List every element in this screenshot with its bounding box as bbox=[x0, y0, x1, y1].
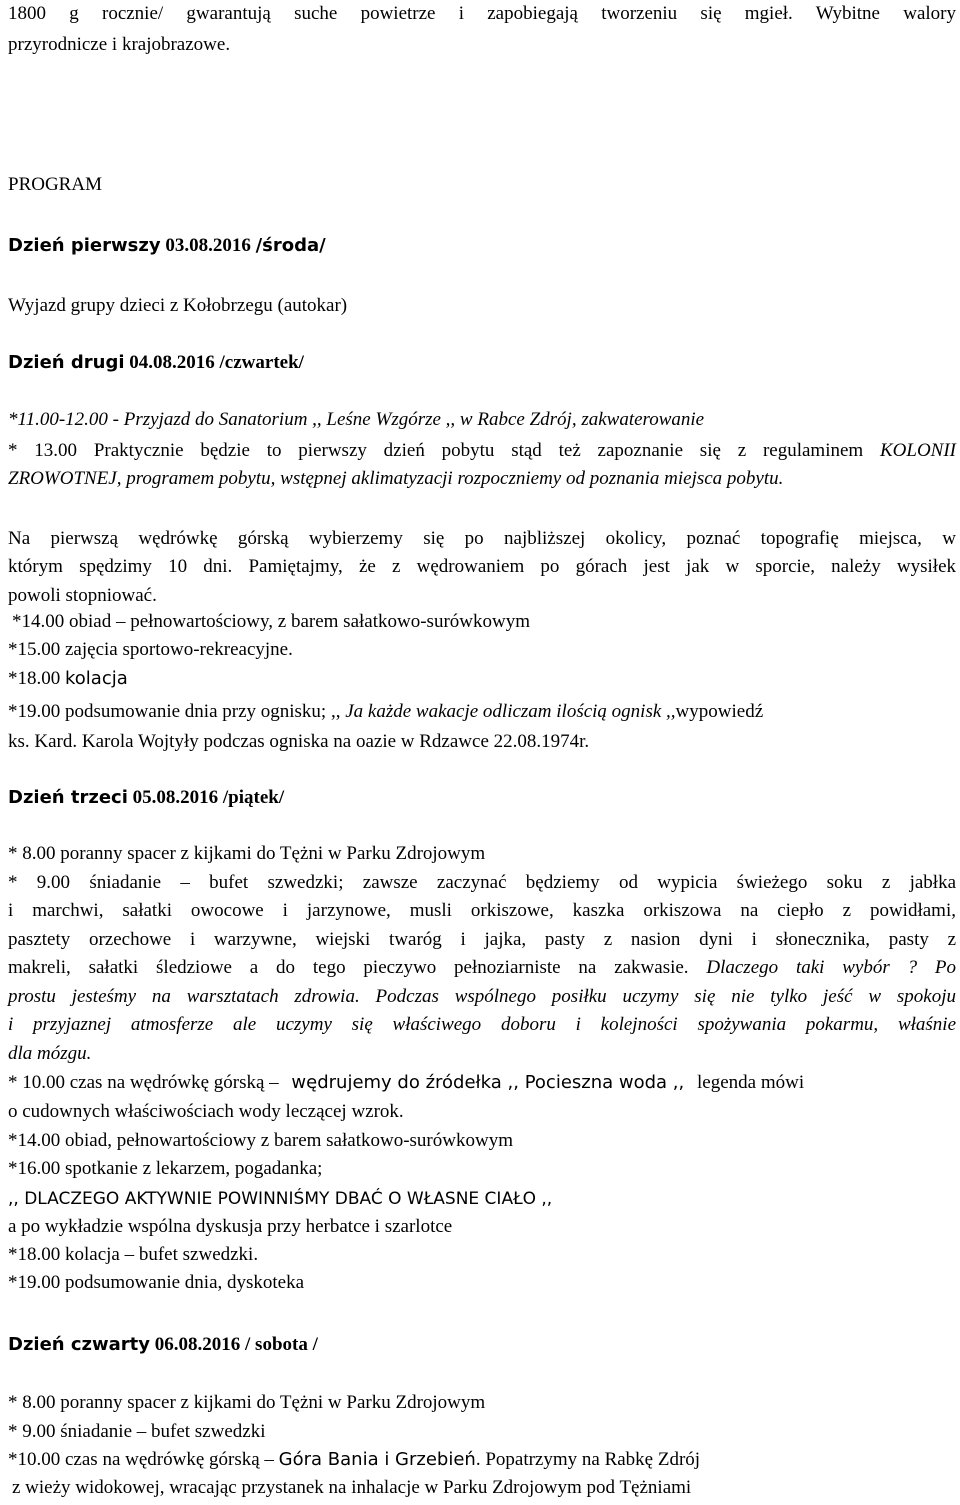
day2-13-text: * 13.00 Praktycznie będzie to pierwszy dzień pobytu stąd też zapoznanie się z regulaminem bbox=[8, 440, 864, 461]
day1-label: Dzień pierwszy bbox=[8, 235, 161, 256]
day2-19-text: *19.00 podsumowanie dnia przy ognisku; ,, bbox=[8, 701, 341, 722]
day3-14: *14.00 obiad, pełnowartościowy z barem sałatkowo-surówkowym bbox=[8, 1130, 513, 1151]
day2-19-quote: Ja każde wakacje odliczam ilością ognisk ,, bbox=[345, 701, 676, 722]
day3-9-text: makreli, sałatki śledziowe a do tego pieczywo pełnoziarniste na zakwasie. bbox=[8, 957, 689, 978]
day3-weekday: /piątek/ bbox=[222, 787, 285, 808]
day4-10-rest: . Popatrzymy na Rabkę Zdrój bbox=[475, 1449, 701, 1470]
day3-date: 05.08.2016 bbox=[132, 787, 219, 808]
day1-departure: Wyjazd grupy dzieci z Kołobrzegu (autokar) bbox=[8, 295, 348, 316]
day2-arrival: *11.00-12.00 - Przyjazd do Sanatorium ,, Leśne Wzgórze ,, w Rabce Zdrój, zakwaterowanie bbox=[8, 409, 705, 430]
day1-weekday: /środa/ bbox=[255, 235, 326, 256]
day2-heading bbox=[8, 351, 956, 375]
day3-why-4: dla mózgu. bbox=[8, 1043, 92, 1064]
day1-date: 03.08.2016 bbox=[165, 235, 251, 256]
day3-10-destination: wędrujemy do źródełka ,, Pocieszna woda ,, bbox=[291, 1072, 685, 1093]
day2-date: 04.08.2016 bbox=[129, 352, 215, 373]
day3-9-line-1: * 9.00 śniadanie – bufet szwedzki; zawsze zaczynać będziemy od wypicia świeżego soku z jabłka bbox=[8, 872, 956, 893]
day3-10-text: * 10.00 czas na wędrówkę górską – bbox=[8, 1072, 279, 1093]
day2-walk-line-1: Na pierwszą wędrówkę górską wybierzemy się po najbliższej okolicy, poznać topografię miejsca, w bbox=[8, 528, 956, 549]
day4-date: 06.08.2016 bbox=[154, 1334, 241, 1355]
day1-heading bbox=[8, 234, 956, 258]
day3-label: Dzień trzeci bbox=[8, 787, 128, 808]
day2-walk-line-3: powoli stopniować. bbox=[8, 585, 157, 606]
day2-13-line-2: ZROWOTNEJ, programem pobytu, wstępnej aklimatyzacji rozpoczniemy od poznania miejsca pobytu. bbox=[8, 468, 784, 489]
day2-walk-part-b: Pamiętajmy, że z wędrowaniem po górach jest jak w sporcie, należy wysiłek bbox=[248, 556, 957, 577]
day2-19-said: wypowiedź bbox=[675, 701, 764, 722]
day3-9-line-3: pasztety orzechowe i warzywne, wiejski twaróg i jajka, pasty z nasion dyni i słonecznika, pasty z bbox=[8, 929, 956, 950]
day3-19: *19.00 podsumowanie dnia, dyskoteka bbox=[8, 1272, 305, 1293]
day2-18 bbox=[8, 667, 956, 691]
day3-18: *18.00 kolacja – bufet szwedzki. bbox=[8, 1244, 259, 1265]
day3-9-line-4 bbox=[8, 956, 956, 980]
day3-why-2: prostu jesteśmy na warsztatach zdrowia. Podczas wspólnego posiłku uczymy się nie tylko jeść w spokoju bbox=[8, 986, 956, 1007]
day4-9: * 9.00 śniadanie – bufet szwedzki bbox=[8, 1421, 266, 1442]
day2-walk-part-a: którym spędzimy 10 dni. bbox=[8, 556, 233, 577]
day4-heading bbox=[8, 1333, 956, 1357]
day3-10-desc: o cudownych właściwościach wody leczącej wzrok. bbox=[8, 1101, 404, 1122]
day3-9-line-2: i marchwi, sałatki owocowe i jarzynowe, musli orkiszowe, kaszka orkiszowa na ciepło z powidłami, bbox=[8, 900, 956, 921]
day3-heading bbox=[8, 786, 956, 810]
day3-why-3: i przyjaznej atmosferze ale uczymy się właściwego doboru i kolejności spożywania pokarmu, właśnie bbox=[8, 1014, 956, 1035]
day2-18-item: kolacja bbox=[65, 668, 128, 689]
day3-10 bbox=[8, 1071, 956, 1095]
day2-15: *15.00 zajęcia sportowo-rekreacyjne. bbox=[8, 639, 293, 660]
day3-16: *16.00 spotkanie z lekarzem, pogadanka; bbox=[8, 1158, 323, 1179]
day2-weekday: /czwartek/ bbox=[219, 352, 304, 373]
day2-label: Dzień drugi bbox=[8, 352, 125, 373]
day4-10 bbox=[8, 1448, 956, 1472]
day2-19-source: ks. Kard. Karola Wojtyły podczas ogniska na oazie w Rdzawce 22.08.1974r. bbox=[8, 731, 590, 752]
day4-label: Dzień czwarty bbox=[8, 1334, 151, 1355]
day2-19 bbox=[8, 700, 956, 724]
day3-why-1: Dlaczego taki wybór ? Po bbox=[706, 957, 957, 978]
day4-10-text: *10.00 czas na wędrówkę górską – bbox=[8, 1449, 274, 1470]
day4-weekday: / sobota / bbox=[245, 1334, 318, 1355]
day3-16-discussion: a po wykładzie wspólna dyskusja przy herbatce i szarlotce bbox=[8, 1216, 453, 1237]
day4-8: * 8.00 poranny spacer z kijkami do Tężni w Parku Zdrojowym bbox=[8, 1392, 486, 1413]
day4-10-desc: z wieży widokowej, wracając przystanek na inhalacje w Parku Zdrojowym pod Tężniami bbox=[12, 1477, 692, 1498]
day2-18-time: *18.00 bbox=[8, 668, 61, 689]
day3-8: * 8.00 poranny spacer z kijkami do Tężni w Parku Zdrojowym bbox=[8, 843, 486, 864]
day4-10-destination: Góra Bania i Grzebień bbox=[278, 1449, 476, 1470]
day3-10-legend: legenda mówi bbox=[697, 1072, 805, 1093]
day2-14: *14.00 obiad – pełnowartościowy, z barem sałatkowo-surówkowym bbox=[12, 611, 530, 632]
day2-walk-line-2 bbox=[8, 555, 956, 579]
day2-13-line-1 bbox=[8, 439, 956, 463]
intro-line-1: 1800 g rocznie/ gwarantują suche powietrze i zapobiegają tworzeniu się mgieł. Wybitne walory bbox=[8, 3, 956, 24]
day2-13-kolonii: KOLONII bbox=[880, 440, 957, 461]
day3-16-title: ,, DLACZEGO AKTYWNIE POWINNIŚMY DBAĆ O WŁASNE CIAŁO ,, bbox=[8, 1189, 553, 1209]
intro-line-2: przyrodnicze i krajobrazowe. bbox=[8, 34, 231, 55]
program-title: PROGRAM bbox=[8, 174, 102, 195]
